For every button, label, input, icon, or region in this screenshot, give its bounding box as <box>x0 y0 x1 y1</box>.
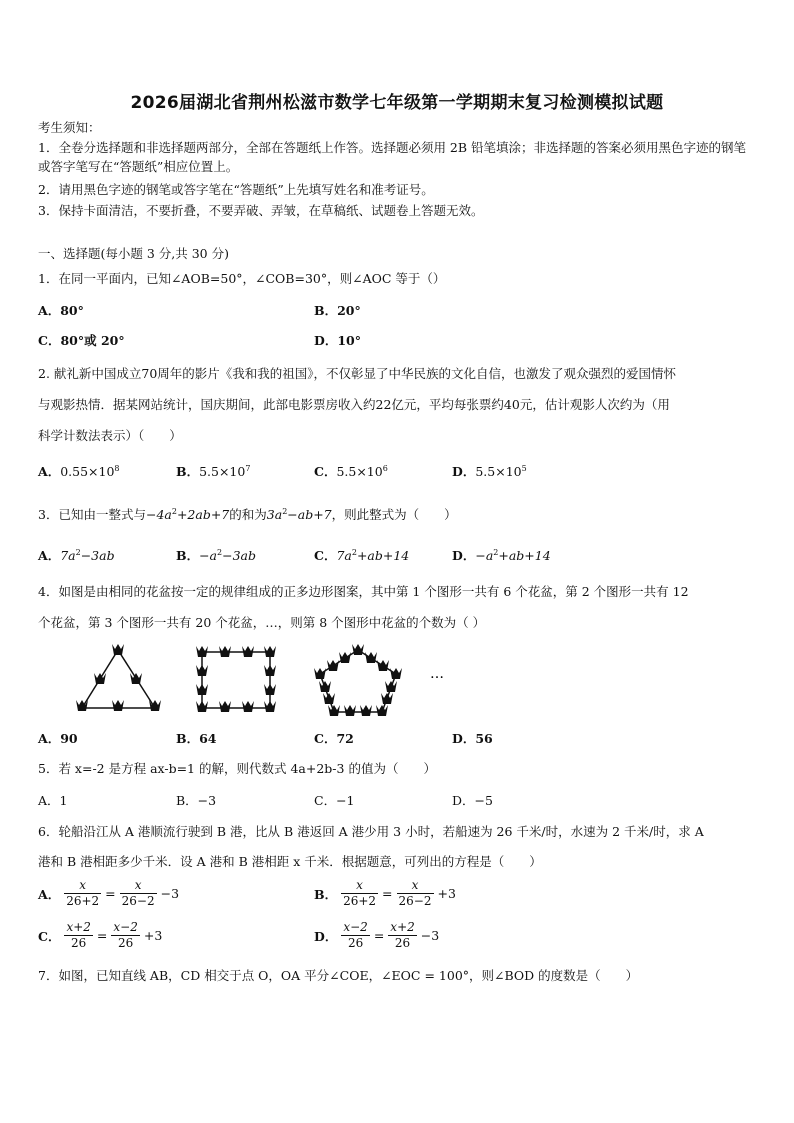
q1-option-b[interactable]: B．20° <box>314 303 361 318</box>
flowerpot-icon <box>314 668 326 679</box>
flowerpot-icon <box>196 646 208 657</box>
flowerpot-icon <box>264 701 276 712</box>
flowerpot-icon <box>390 668 402 679</box>
page-title: 2026届湖北省荆州松滋市数学七年级第一学期期末复习检测模拟试题 <box>130 93 664 113</box>
notice-item-2: 2．请用黑色字迹的钢笔或答字笔在“答题纸”上先填写姓名和准考证号。 <box>38 182 434 197</box>
q5-option-b[interactable]: B．−3 <box>176 793 217 808</box>
q5-option-d[interactable]: D．−5 <box>452 793 493 808</box>
q6-option-c-label: C． <box>38 928 61 944</box>
q2-option-d-base: 5.5×10 <box>475 464 522 479</box>
denominator: 26 <box>347 936 364 950</box>
q3-option-c-part1: 7a <box>336 548 352 563</box>
q3-option-c-exp: 2 <box>351 547 357 557</box>
q2-option-d-exp: 5 <box>521 463 527 473</box>
flowerpot-icon <box>196 701 208 712</box>
q2-option-a-base: 0.55×10 <box>60 464 115 479</box>
q5-option-c[interactable]: C．−1 <box>314 793 355 808</box>
section-heading: 一、选择题(每小题 3 分,共 30 分) <box>38 246 229 261</box>
q2-option-b-base: 5.5×10 <box>199 464 246 479</box>
q4-option-d[interactable]: D．56 <box>452 731 493 746</box>
numerator: x <box>64 878 101 894</box>
equation-tail: +3 <box>437 886 456 901</box>
q3-expr2-a: 3a <box>266 507 283 522</box>
q3-option-a-part2: −3ab <box>80 548 115 563</box>
flowerpot-icon <box>242 646 254 657</box>
q3-option-c[interactable] <box>314 546 409 564</box>
figure-ellipsis: … <box>430 666 444 682</box>
flowerpot-icon <box>360 705 372 716</box>
q3-stem <box>38 505 457 524</box>
flowerpot-icon <box>196 665 208 676</box>
numerator: x <box>341 878 378 894</box>
flowerpot-icon <box>377 660 389 671</box>
flowerpot-icon <box>327 660 339 671</box>
q4-option-b[interactable]: B．64 <box>176 731 217 746</box>
numerator: x−2 <box>343 920 368 934</box>
q2-line-1: 2. 献礼新中国成立70周年的影片《我和我的祖国》，不仅彰显了中华民族的文化自信，也激发了观众强烈的爱国情怀 <box>38 366 677 381</box>
flowerpot-icon <box>381 693 393 704</box>
q6-option-c[interactable] <box>38 920 162 951</box>
q3-option-c-label: C． <box>314 548 337 563</box>
flowerpot-icon <box>112 644 124 655</box>
q5-stem: 5．若 x=-2 是方程 ax-b=1 的解，则代数式 4a+2b-3 的值为（ ） <box>38 761 436 776</box>
flowerpot-icon <box>219 701 231 712</box>
q4-line-1: 4．如图是由相同的花盆按一定的规律组成的正多边形图案，其中第 1 个图形一共有 6 个花盆，第 2 个图形一共有 12 <box>38 584 689 599</box>
q2-option-d[interactable] <box>452 462 527 480</box>
numerator: x <box>397 878 434 894</box>
q2-option-c[interactable] <box>314 462 388 480</box>
q2-line-3: 科学计数法表示）（ ） <box>38 428 182 443</box>
flowerpot-icon <box>319 681 331 692</box>
flowerpot-icon <box>339 652 351 663</box>
fraction <box>341 878 378 909</box>
q3-stem-part-b: 的和为 <box>229 507 267 522</box>
equation-tail: +3 <box>143 928 163 943</box>
q6-line-1: 6．轮船沿江从 A 港顺流行驶到 B 港，比从 B 港返回 A 港少用 3 小时，若船速为 26 千米/时，水速为 2 千米/时，求 A <box>38 824 704 839</box>
flowerpot-icon <box>130 673 142 684</box>
flowerpot-icon <box>242 701 254 712</box>
q2-option-c-label: C． <box>314 464 337 479</box>
q3-option-b-label: B． <box>176 548 200 563</box>
flowerpot-icon <box>196 684 208 695</box>
fraction <box>397 878 434 909</box>
denominator: 26 <box>118 936 134 950</box>
q3-expr1-a: −4a <box>145 507 172 522</box>
numerator: x <box>120 878 157 894</box>
q2-option-b-label: B． <box>176 464 200 479</box>
flowerpot-icon <box>352 644 364 655</box>
q2-option-a-label: A． <box>38 464 61 479</box>
q3-option-a-part1: 7a <box>60 548 76 563</box>
numerator: x+2 <box>390 920 415 934</box>
q6-line-2: 港和 B 港相距多少千米．设 A 港和 B 港相距 x 千米．根据题意，可列出的方程是（ ） <box>38 854 542 869</box>
q1-option-a[interactable]: A．80° <box>38 303 84 318</box>
flowerpot-icon <box>365 652 377 663</box>
q4-option-a[interactable]: A．90 <box>38 731 78 746</box>
denominator: 26−2 <box>121 894 155 908</box>
equals-sign: = <box>373 928 385 943</box>
q3-expr2-c: −ab+7 <box>287 507 332 522</box>
fraction <box>111 920 139 951</box>
flowerpot-pattern-figure <box>60 640 460 720</box>
equals-sign: = <box>96 928 108 943</box>
q3-expr1-exp: 2 <box>171 506 177 516</box>
q3-option-a-exp: 2 <box>75 547 81 557</box>
fraction <box>120 878 157 909</box>
q3-option-b[interactable] <box>176 546 256 564</box>
q2-option-a-exp: 8 <box>114 463 120 473</box>
q2-option-c-exp: 6 <box>382 463 388 473</box>
fraction <box>64 920 92 951</box>
q3-expr1-c: +2ab+7 <box>176 507 230 522</box>
denominator: 26+2 <box>66 894 100 908</box>
q3-option-d-part2: +ab+14 <box>498 548 551 563</box>
q1-stem: 1．在同一平面内，已知∠AOB=50°，∠COB=30°，则∠AOC 等于（） <box>38 271 446 286</box>
q3-option-a[interactable] <box>38 546 115 564</box>
numerator: x+2 <box>66 920 91 934</box>
flowerpot-icon <box>376 705 388 716</box>
flowerpot-icon <box>264 665 276 676</box>
q3-stem-part-a: 3．已知由一整式与 <box>38 507 146 522</box>
q2-option-c-base: 5.5×10 <box>336 464 383 479</box>
fraction <box>64 878 101 909</box>
equals-sign: = <box>105 886 116 901</box>
equation-tail: −3 <box>420 928 440 943</box>
q3-option-c-part2: +ab+14 <box>356 548 410 563</box>
denominator: 26 <box>394 936 411 950</box>
denominator: 26 <box>71 936 87 950</box>
q6-option-b[interactable] <box>314 878 456 909</box>
q6-option-a-label: A． <box>38 886 61 902</box>
flowerpot-icon <box>344 705 356 716</box>
q7-stem: 7．如图，已知直线 AB，CD 相交于点 O，OA 平分∠COE，∠EOC = 100°，则∠BOD 的度数是（ ） <box>38 968 639 983</box>
q3-option-b-part1: −a <box>199 548 218 563</box>
q3-stem-part-c: ，则此整式为（ ） <box>331 507 457 522</box>
equals-sign: = <box>382 886 393 901</box>
equation-tail: −3 <box>160 886 180 901</box>
q3-option-d-part1: −a <box>475 548 494 563</box>
q5-option-a[interactable]: A．1 <box>38 793 68 808</box>
numerator: x−2 <box>113 920 138 934</box>
notice-heading: 考生须知： <box>38 120 101 135</box>
denominator: 26+2 <box>343 894 377 908</box>
flowerpot-icon <box>112 700 124 711</box>
q1-option-c[interactable]: C．80°或 20° <box>38 333 125 348</box>
q3-option-a-label: A． <box>38 548 61 563</box>
q3-option-b-exp: 2 <box>217 547 223 557</box>
notice-item-1: 1．全卷分选择题和非选择题两部分，全部在答题纸上作答。选择题必须用 2B 铅笔填涂；非选择题的答案必须用黑色字迹的钢笔或答字笔写在“答题纸”相应位置上。 <box>38 140 747 175</box>
q4-option-c[interactable]: C．72 <box>314 731 354 746</box>
denominator: 26−2 <box>398 894 432 908</box>
flowerpot-icon <box>323 693 335 704</box>
q6-option-d[interactable] <box>314 920 439 951</box>
fraction <box>341 920 369 951</box>
triangle-figure <box>76 644 161 711</box>
q3-option-d-exp: 2 <box>493 547 499 557</box>
q6-option-b-label: B． <box>314 886 338 902</box>
q3-option-d-label: D． <box>452 548 476 563</box>
q3-option-d[interactable] <box>452 546 551 564</box>
flowerpot-icon <box>385 681 397 692</box>
flowerpot-icon <box>328 705 340 716</box>
q3-expr2-exp: 2 <box>282 506 288 516</box>
flowerpot-icon <box>219 646 231 657</box>
fraction <box>388 920 416 951</box>
q6-option-d-label: D． <box>314 928 338 944</box>
q2-option-b[interactable] <box>176 462 250 480</box>
square-figure <box>196 646 276 712</box>
flowerpot-icon <box>264 684 276 695</box>
flowerpot-icon <box>94 673 106 684</box>
pentagon-figure <box>314 644 402 716</box>
q4-line-2: 个花盆，第 3 个图形一共有 20 个花盆，…，则第 8 个图形中花盆的个数为（ ） <box>38 615 486 630</box>
q2-option-d-label: D． <box>452 464 476 479</box>
q2-option-a[interactable] <box>38 462 120 480</box>
flowerpot-icon <box>264 646 276 657</box>
q6-option-a[interactable] <box>38 878 179 909</box>
q1-option-d[interactable]: D．10° <box>314 333 361 348</box>
notice-item-3: 3．保持卡面清洁，不要折叠，不要弄破、弄皱，在草稿纸、试题卷上答题无效。 <box>38 203 484 218</box>
q2-option-b-exp: 7 <box>245 463 251 473</box>
q3-option-b-part2: −3ab <box>222 548 256 563</box>
q2-line-2: 与观影热情．据某网站统计，国庆期间，此部电影票房收入约22亿元，平均每张票约40元，估计观影人次约为（用 <box>38 397 670 412</box>
